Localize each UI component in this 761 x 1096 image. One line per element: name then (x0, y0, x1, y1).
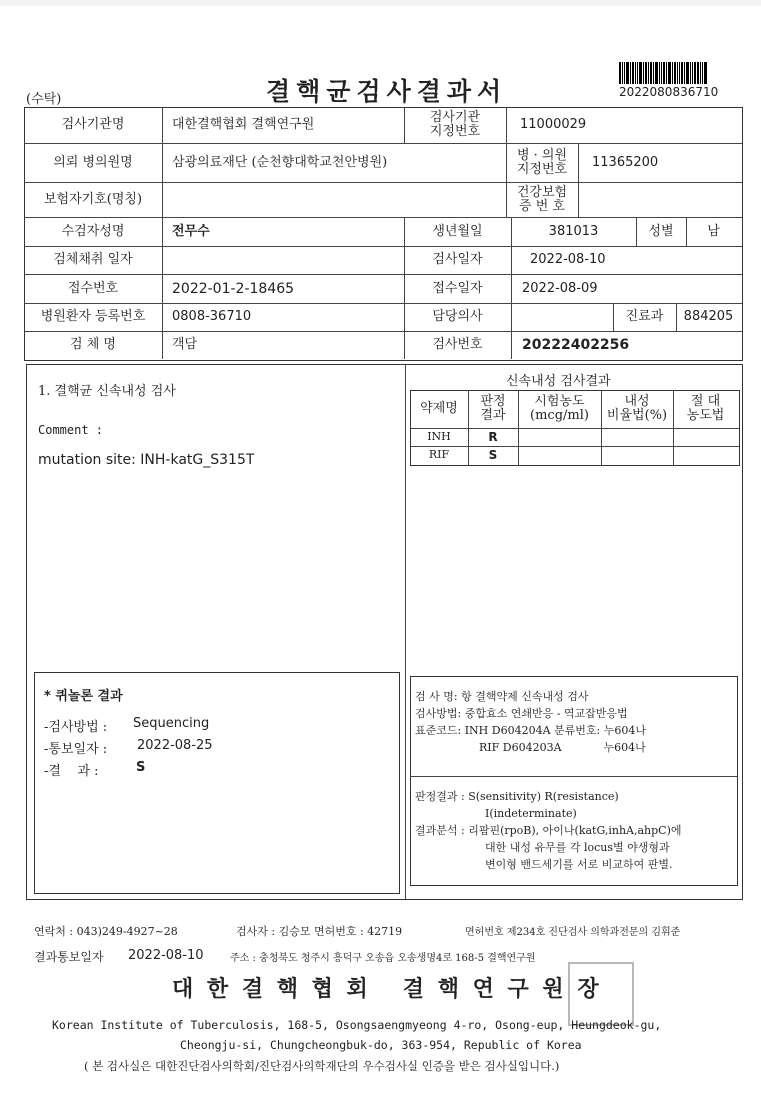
insurance-label-line2: 증 번 호 (519, 198, 565, 214)
document-title: 결핵균검사결과서 (266, 77, 508, 106)
mutation-site: mutation site: INH-katG_S315T (38, 452, 255, 468)
quinolone-heading: * 퀴놀론 결과 (44, 689, 123, 704)
contact: 연락처 : 043)249-4927~28 (34, 925, 178, 938)
lab-no-label (404, 107, 506, 143)
insurer-value (172, 182, 502, 217)
insurance-label (506, 182, 578, 217)
address-en-1: Korean Institute of Tuberculosis, 168-5, Osongsaengmyeong 4-ro, Osong-eup, Heungdeok-gu, (52, 1018, 662, 1032)
col-judge-line1: 판정 (480, 394, 506, 409)
col-resist (601, 390, 673, 428)
rapid-test-heading: 1. 결핵균 신속내성 검사 (38, 384, 176, 399)
test-date-label: 검사일자 (432, 252, 483, 267)
col-judge (468, 390, 518, 428)
test-date-value: 2022-08-10 (530, 252, 606, 267)
lab-no-label-line1: 검사기관 (429, 110, 481, 125)
col-absolute-line1: 절 대 (690, 394, 721, 409)
analysis-line-3: 변이형 밴드세기를 서로 비교하여 판별. (485, 858, 673, 871)
comment-label: Comment : (38, 423, 104, 437)
report-date-footer-label: 결과통보일자 (34, 950, 104, 964)
dept-label: 진료과 (625, 309, 664, 324)
report-date-value: 2022-08-25 (137, 738, 213, 753)
address-en-2: Cheongju-si, Chungcheongbuk-do, 363-954, Republic of Korea (180, 1038, 582, 1052)
col-conc-line2: (mcg/ml) (530, 408, 589, 423)
col-conc-line1: 시험농도 (534, 394, 585, 409)
hospital-label: 의뢰 병의원명 (53, 154, 133, 170)
report-date-footer-value: 2022-08-10 (128, 948, 204, 963)
col-resist-line2: 비율법(%) (606, 408, 668, 423)
col-judge-line2: 결과 (480, 408, 506, 423)
tester: 검사자 : 김승모 면허번호 : 42719 (236, 925, 403, 938)
barcode (619, 62, 731, 99)
lab-label: 검사기관명 (61, 117, 125, 132)
method-label: -검사방법 : (44, 720, 108, 735)
lab-no-value: 11000029 (520, 117, 587, 132)
sex-value: 남 (707, 223, 720, 239)
col-absolute (673, 390, 738, 428)
col-drug: 약제명 (420, 401, 458, 416)
test-no-value: 20222402256 (522, 337, 630, 353)
rapid-table-title: 신속내성 검사결과 (506, 374, 611, 389)
hosp-no-value: 11365200 (592, 154, 659, 170)
collect-value (172, 246, 402, 274)
method-line-2: 검사방법: 중합효소 연쇄반응 - 역교잡반응법 (415, 707, 628, 720)
col-conc (518, 390, 601, 428)
certification-note: ( 본 검사실은 대한진단검사의학회/진단검사의학재단의 우수검사실 인증을 받은 검사실입니다.) (84, 1059, 560, 1073)
hosp-no-label-line1: 병 · 의원 (516, 147, 568, 163)
method-lines (415, 688, 646, 756)
patient-value: 전무수 (172, 223, 210, 239)
method-line-4: RIF D604203A 누604나 (479, 741, 646, 754)
collect-label: 검체채취 일자 (53, 252, 133, 267)
doctor-value (520, 303, 610, 331)
receipt-date-value: 2022-08-09 (522, 280, 598, 296)
sex-label: 성별 (648, 223, 674, 239)
quinolone-box (34, 672, 400, 894)
doctor-label: 담당의사 (432, 309, 483, 324)
reg-value: 0808-36710 (172, 309, 252, 324)
row-rif-result: S (488, 448, 498, 462)
analysis-line-2: 대한 내성 유무를 각 locus별 야생형과 (485, 841, 670, 854)
patient-label: 수검자성명 (61, 223, 125, 239)
hosp-no-label (506, 143, 578, 182)
organization-name: 대 한 결 핵 협 회 결 핵 연 구 원 장 (172, 976, 602, 1002)
row-inh-result: R (488, 430, 498, 444)
insurance-label-line1: 건강보험 (516, 184, 568, 200)
analysis-line-1: 결과분석 : 리팜핀(rpoB), 아이나(katG,inhA,ahpC)에 (415, 824, 682, 837)
receipt-label: (수탁) (26, 92, 62, 107)
method-value: Sequencing (133, 716, 210, 731)
lab-no-label-line2: 지정번호 (429, 124, 481, 139)
lab-value: 대한결핵협회 결핵연구원 (172, 117, 315, 132)
method-line-3: 표준코드: INH D604204A 분류번호: 누604나 (415, 724, 646, 737)
director: 면허번호 제234호 진단검사 의학과전문의 김휘준 (465, 927, 681, 938)
row-inh-drug: INH (427, 430, 451, 443)
birth-label: 생년월일 (432, 223, 483, 239)
specimen-label: 검 체 명 (70, 337, 116, 352)
judgement-lines (415, 788, 682, 873)
col-absolute-line2: 농도법 (686, 408, 725, 423)
birth-value: 381013 (548, 223, 599, 239)
receipt-date-label: 접수일자 (432, 280, 483, 296)
hosp-no-label-line2: 지정번호 (516, 161, 568, 177)
test-no-label: 검사번호 (432, 337, 483, 352)
judge-line-1: 판정결과 : S(sensitivity) R(resistance) (415, 790, 619, 803)
method-line-1: 검 사 명: 항 결핵약제 신속내성 검사 (415, 690, 589, 703)
result-label: -결 과 : (44, 764, 99, 779)
result-value: S (136, 760, 146, 775)
address-kr: 주소 : 충청북도 청주시 흥덕구 오송읍 오송생명4로 168-5 결핵연구원 (230, 953, 536, 964)
reg-label: 병원환자 등록번호 (40, 309, 146, 324)
report-date-label: -통보일자 : (44, 742, 108, 757)
accession-value: 2022-01-2-18465 (172, 280, 295, 297)
report-page (0, 6, 761, 1096)
insurer-label: 보험자기호(명칭) (43, 191, 143, 207)
row-rif-drug: RIF (428, 448, 450, 461)
barcode-number: 2022080836710 (619, 85, 719, 99)
specimen-value: 객담 (172, 337, 198, 352)
dept-value: 884205 (683, 309, 734, 324)
hospital-value: 삼광의료재단 (순천향대학교천안병원) (172, 154, 388, 170)
accession-label: 접수번호 (67, 280, 119, 296)
barcode-bars (619, 62, 731, 84)
judge-line-2: I(indeterminate) (485, 807, 577, 820)
col-resist-line1: 내성 (624, 394, 650, 409)
